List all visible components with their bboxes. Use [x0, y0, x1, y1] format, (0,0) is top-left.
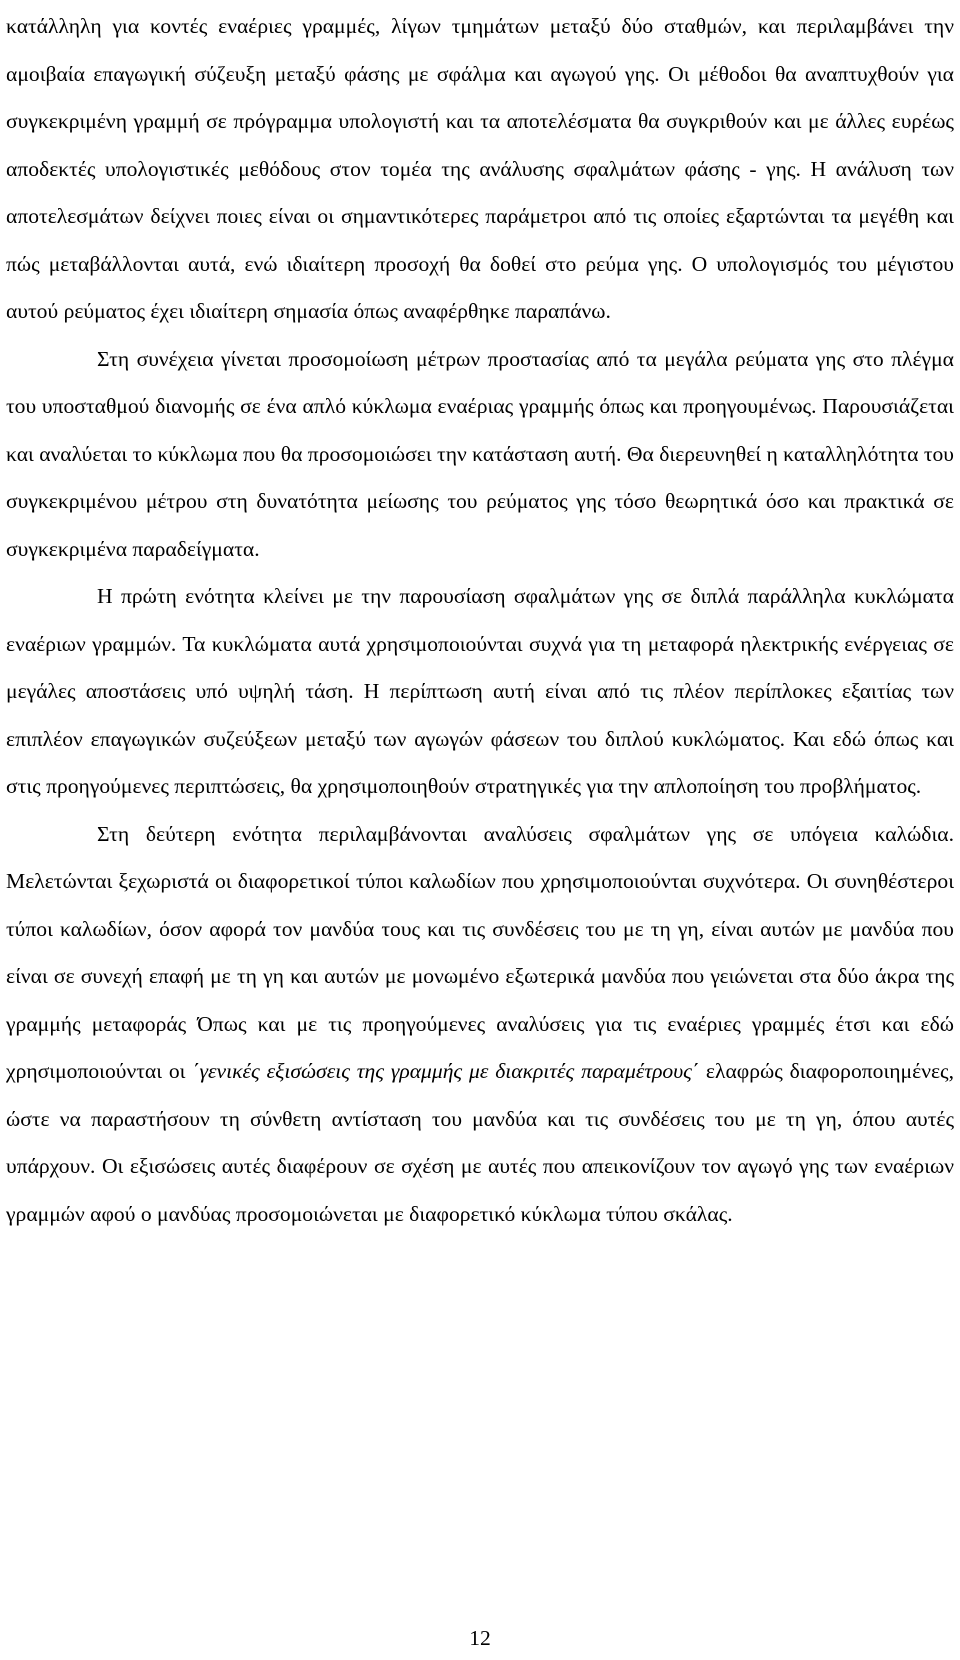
- paragraph-1: κατάλληλη για κοντές εναέριες γραμμές, λίγων τμημάτων μεταξύ δύο σταθμών, και περιλαμβάνει την αμοιβαία επαγωγική σύζευξη μεταξύ φάσης με σφάλμα και αγωγού γης. Οι μέθοδοι θα αναπτυχθούν για συγκεκριμένη γραμμή σε πρόγραμμα υπολογιστή και τα αποτελέσματα θα συγκριθούν και με άλλες ευρέως αποδεκτές υπολογιστικές μεθόδους στον τομέα της ανάλυσης σφαλμάτων φάσης - γης. Η ανάλυση των αποτελεσμάτων δείχνει ποιες είναι οι σημαντικότερες παράμετροι από τις οποίες εξαρτώνται τα μεγέθη και πώς μεταβάλλονται αυτά, ενώ ιδιαίτερη προσοχή θα δοθεί στο ρεύμα γης. Ο υπολογισμός του μέγιστου αυτού ρεύματος έχει ιδιαίτερη σημασία όπως αναφέρθηκε παραπάνω.: [6, 14, 954, 323]
- body-text: [6, 3, 954, 1238]
- paragraph-4-text-before: Στη δεύτερη ενότητα περιλαμβάνονται αναλύσεις σφαλμάτων γης σε υπόγεια καλώδια. Μελετώνται ξεχωριστά οι διαφορετικοί τύποι καλωδίων που χρησιμοποιούνται συχνότερα. Οι συνηθέστεροι τύποι καλωδίων, όσον αφορά τον μανδύα τους και τις συνδέσεις του με τη γη, είναι αυτών με μανδύα που είναι σε συνεχή επαφή με τη γη και αυτών με μονωμένο εξωτερικά μανδύα που γειώνεται στα δύο άκρα της γραμμής μεταφοράς Όπως και με τις προηγούμενες αναλύσεις για τις εναέριες γραμμές έτσι και εδώ χρησιμοποιούνται οι: [6, 821, 954, 1083]
- paragraph-4-italic-phrase: ΄γενικές εξισώσεις της γραμμής με διακριτές παραμέτρους΄: [192, 1059, 700, 1083]
- page-number: 12: [469, 1626, 491, 1650]
- paragraph-4-text-after: ελαφρώς διαφοροποιημένες, ώστε να παραστήσουν τη σύνθετη αντίσταση του μανδύα και τις συνδέσεις του με τη γη, όπου αυτές υπάρχουν. Οι εξισώσεις αυτές διαφέρουν σε σχέση με αυτές που απεικονίζουν τον αγωγό γης των εναέριων γραμμών αφού ο μανδύας προσομοιώνεται με διαφορετικό κύκλωμα τύπου σκάλας.: [6, 1059, 954, 1226]
- paragraph-3: Η πρώτη ενότητα κλείνει με την παρουσίαση σφαλμάτων γης σε διπλά παράλληλα κυκλώματα εναέριων γραμμών. Τα κυκλώματα αυτά χρησιμοποιούνται συχνά για τη μεταφορά ηλεκτρικής ενέργειας σε μεγάλες αποστάσεις υπό υψηλή τάση. Η περίπτωση αυτή είναι από τις πλέον περίπλοκες εξαιτίας των επιπλέον επαγωγικών συζεύξεων μεταξύ των αγωγών φάσεων του διπλού κυκλώματος. Και εδώ όπως και στις προηγούμενες περιπτώσεις, θα χρησιμοποιηθούν στρατηγικές για την απλοποίηση του προβλήματος.: [6, 584, 954, 798]
- paragraph-4: [6, 811, 954, 1239]
- paragraph-2: Στη συνέχεια γίνεται προσομοίωση μέτρων προστασίας από τα μεγάλα ρεύματα γης στο πλέγμα του υποσταθμού διανομής σε ένα απλό κύκλωμα εναέριας γραμμής όπως και προηγουμένως. Παρουσιάζεται και αναλύεται το κύκλωμα που θα προσομοιώσει την κατάσταση αυτή. Θα διερευνηθεί η καταλληλότητα του συγκεκριμένου μέτρου στη δυνατότητα μείωσης του ρεύματος γης τόσο θεωρητικά όσο και πρακτικά σε συγκεκριμένα παραδείγματα.: [6, 346, 954, 561]
